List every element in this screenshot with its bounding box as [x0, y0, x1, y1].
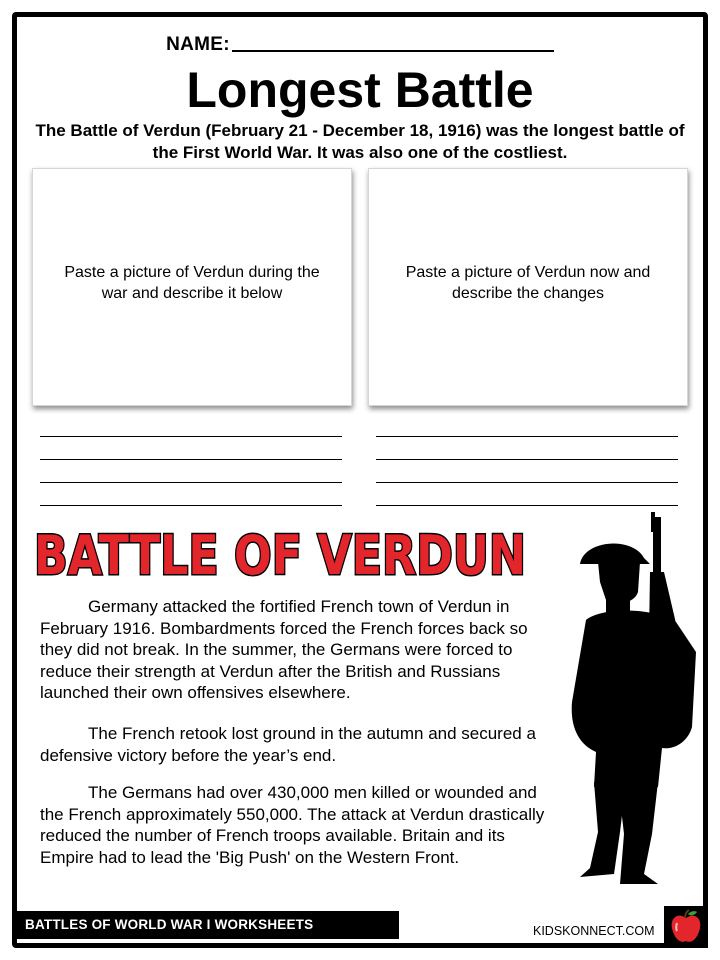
- intro-text: The Battle of Verdun (February 21 - December 18, 1916) was the longest battle of the First World War. It was also one of the costliest.: [35, 121, 685, 162]
- paste-box-prompt: Paste a picture of Verdun now and describe the changes: [405, 264, 651, 302]
- paragraph-text: The French retook lost ground in the autumn and secured a defensive victory before the year’s end.: [40, 724, 536, 765]
- paragraph-1: [40, 596, 560, 704]
- footer-site[interactable]: KIDSKONNECT.COM: [533, 924, 655, 938]
- writing-line[interactable]: [40, 436, 342, 437]
- paragraph-text: The Germans had over 430,000 men killed or wounded and the French approximately 550,000. The attack at Verdun drastically reduced the number of French troops available. Britain and its Empire had to lead the 'Big Push' on the Western Front.: [40, 783, 545, 867]
- writing-line[interactable]: [376, 505, 678, 506]
- writing-line[interactable]: [376, 436, 678, 437]
- apple-icon: [664, 906, 708, 948]
- writing-line[interactable]: [40, 482, 342, 483]
- section-banner: [32, 520, 532, 587]
- paste-box-now[interactable]: [368, 168, 688, 406]
- writing-line[interactable]: [376, 482, 678, 483]
- page-title: Longest Battle: [186, 62, 534, 118]
- paragraph-3: [40, 782, 560, 868]
- banner-text: BATTLE OF VERDUN: [34, 524, 526, 587]
- name-label: NAME:: [166, 34, 230, 55]
- paragraph-2: [40, 723, 560, 766]
- name-line[interactable]: [232, 50, 554, 52]
- paste-box-during-war[interactable]: [32, 168, 352, 406]
- paragraph-text: Germany attacked the fortified French town of Verdun in February 1916. Bombardments forced the French forces back so they did not break. In the summer, the Germans were forced to reduce their strength at Verdun after the British and Russians launched their own offensives elsewhere.: [40, 597, 528, 702]
- writing-lines-left[interactable]: [40, 436, 342, 528]
- name-row: [0, 34, 720, 56]
- writing-line[interactable]: [376, 459, 678, 460]
- footer-logo: [664, 906, 708, 948]
- soldier-silhouette-icon: [560, 512, 700, 892]
- footer-series-bar: BATTLES OF WORLD WAR I WORKSHEETS: [17, 911, 399, 939]
- writing-line[interactable]: [40, 505, 342, 506]
- paste-box-prompt: Paste a picture of Verdun during the war and describe it below: [64, 264, 320, 302]
- writing-line[interactable]: [40, 459, 342, 460]
